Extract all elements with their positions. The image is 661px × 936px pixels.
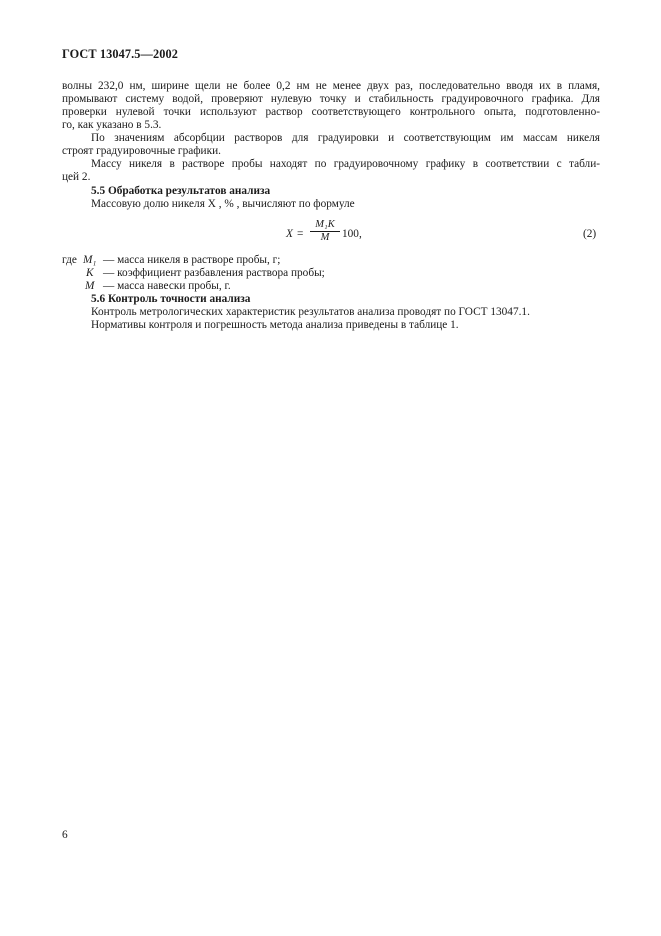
paragraph-line: Массу никеля в растворе пробы находят по градуировочному графику в соответствии с табли- — [91, 158, 600, 170]
paragraph-line: го, как указано в 5.3. — [62, 119, 162, 131]
section-heading-5-5: 5.5 Обработка результатов анализа — [91, 185, 271, 197]
where-definition: — масса навески пробы, г. — [103, 280, 231, 292]
formula-intro: Массовую долю никеля X , % , вычисляют по формуле — [91, 198, 355, 210]
paragraph-line: По значениям абсорбции растворов для градуировки и соответствующим им массам никеля — [91, 132, 600, 144]
paragraph-line: Нормативы контроля и погрешность метода анализа приведены в таблице 1. — [91, 319, 459, 331]
formula-number: (2) — [583, 228, 597, 240]
formula-equals: = — [297, 228, 304, 240]
paragraph-line: цей 2. — [62, 171, 91, 183]
formula-factor: 100, — [342, 228, 362, 240]
formula-numerator: M₁K — [310, 219, 340, 232]
formula-denominator: M — [320, 232, 330, 243]
section-heading-5-6: 5.6 Контроль точности анализа — [91, 293, 251, 305]
paragraph-line: промывают систему водой, проверяют нулевую точку и стабильность градуировочного графика. Для — [62, 93, 600, 105]
formula-fraction — [310, 219, 340, 243]
formula-lhs: X — [286, 228, 293, 240]
where-definition: — масса никеля в растворе пробы, г; — [103, 254, 281, 266]
document-header: ГОСТ 13047.5—2002 — [62, 47, 178, 61]
paragraph-line: волны 232,0 нм, ширине щели не более 0,2 нм не менее двух раз, последовательно вводя их в пламя, — [62, 80, 600, 92]
where-symbol: M₁ — [83, 254, 97, 266]
where-symbol: K — [86, 267, 94, 279]
paragraph-line: строят градуировочные графики. — [62, 145, 221, 157]
paragraph-line: проверки нулевой точки используют раствор соответствующего контрольного опыта, подготовленно- — [62, 106, 600, 118]
where-lead: где — [62, 254, 77, 266]
where-definition: — коэффициент разбавления раствора пробы; — [103, 267, 325, 279]
paragraph-line: Контроль метрологических характеристик результатов анализа проводят по ГОСТ 13047.1. — [91, 306, 530, 318]
where-symbol: M — [85, 280, 95, 292]
page-number: 6 — [62, 829, 68, 841]
